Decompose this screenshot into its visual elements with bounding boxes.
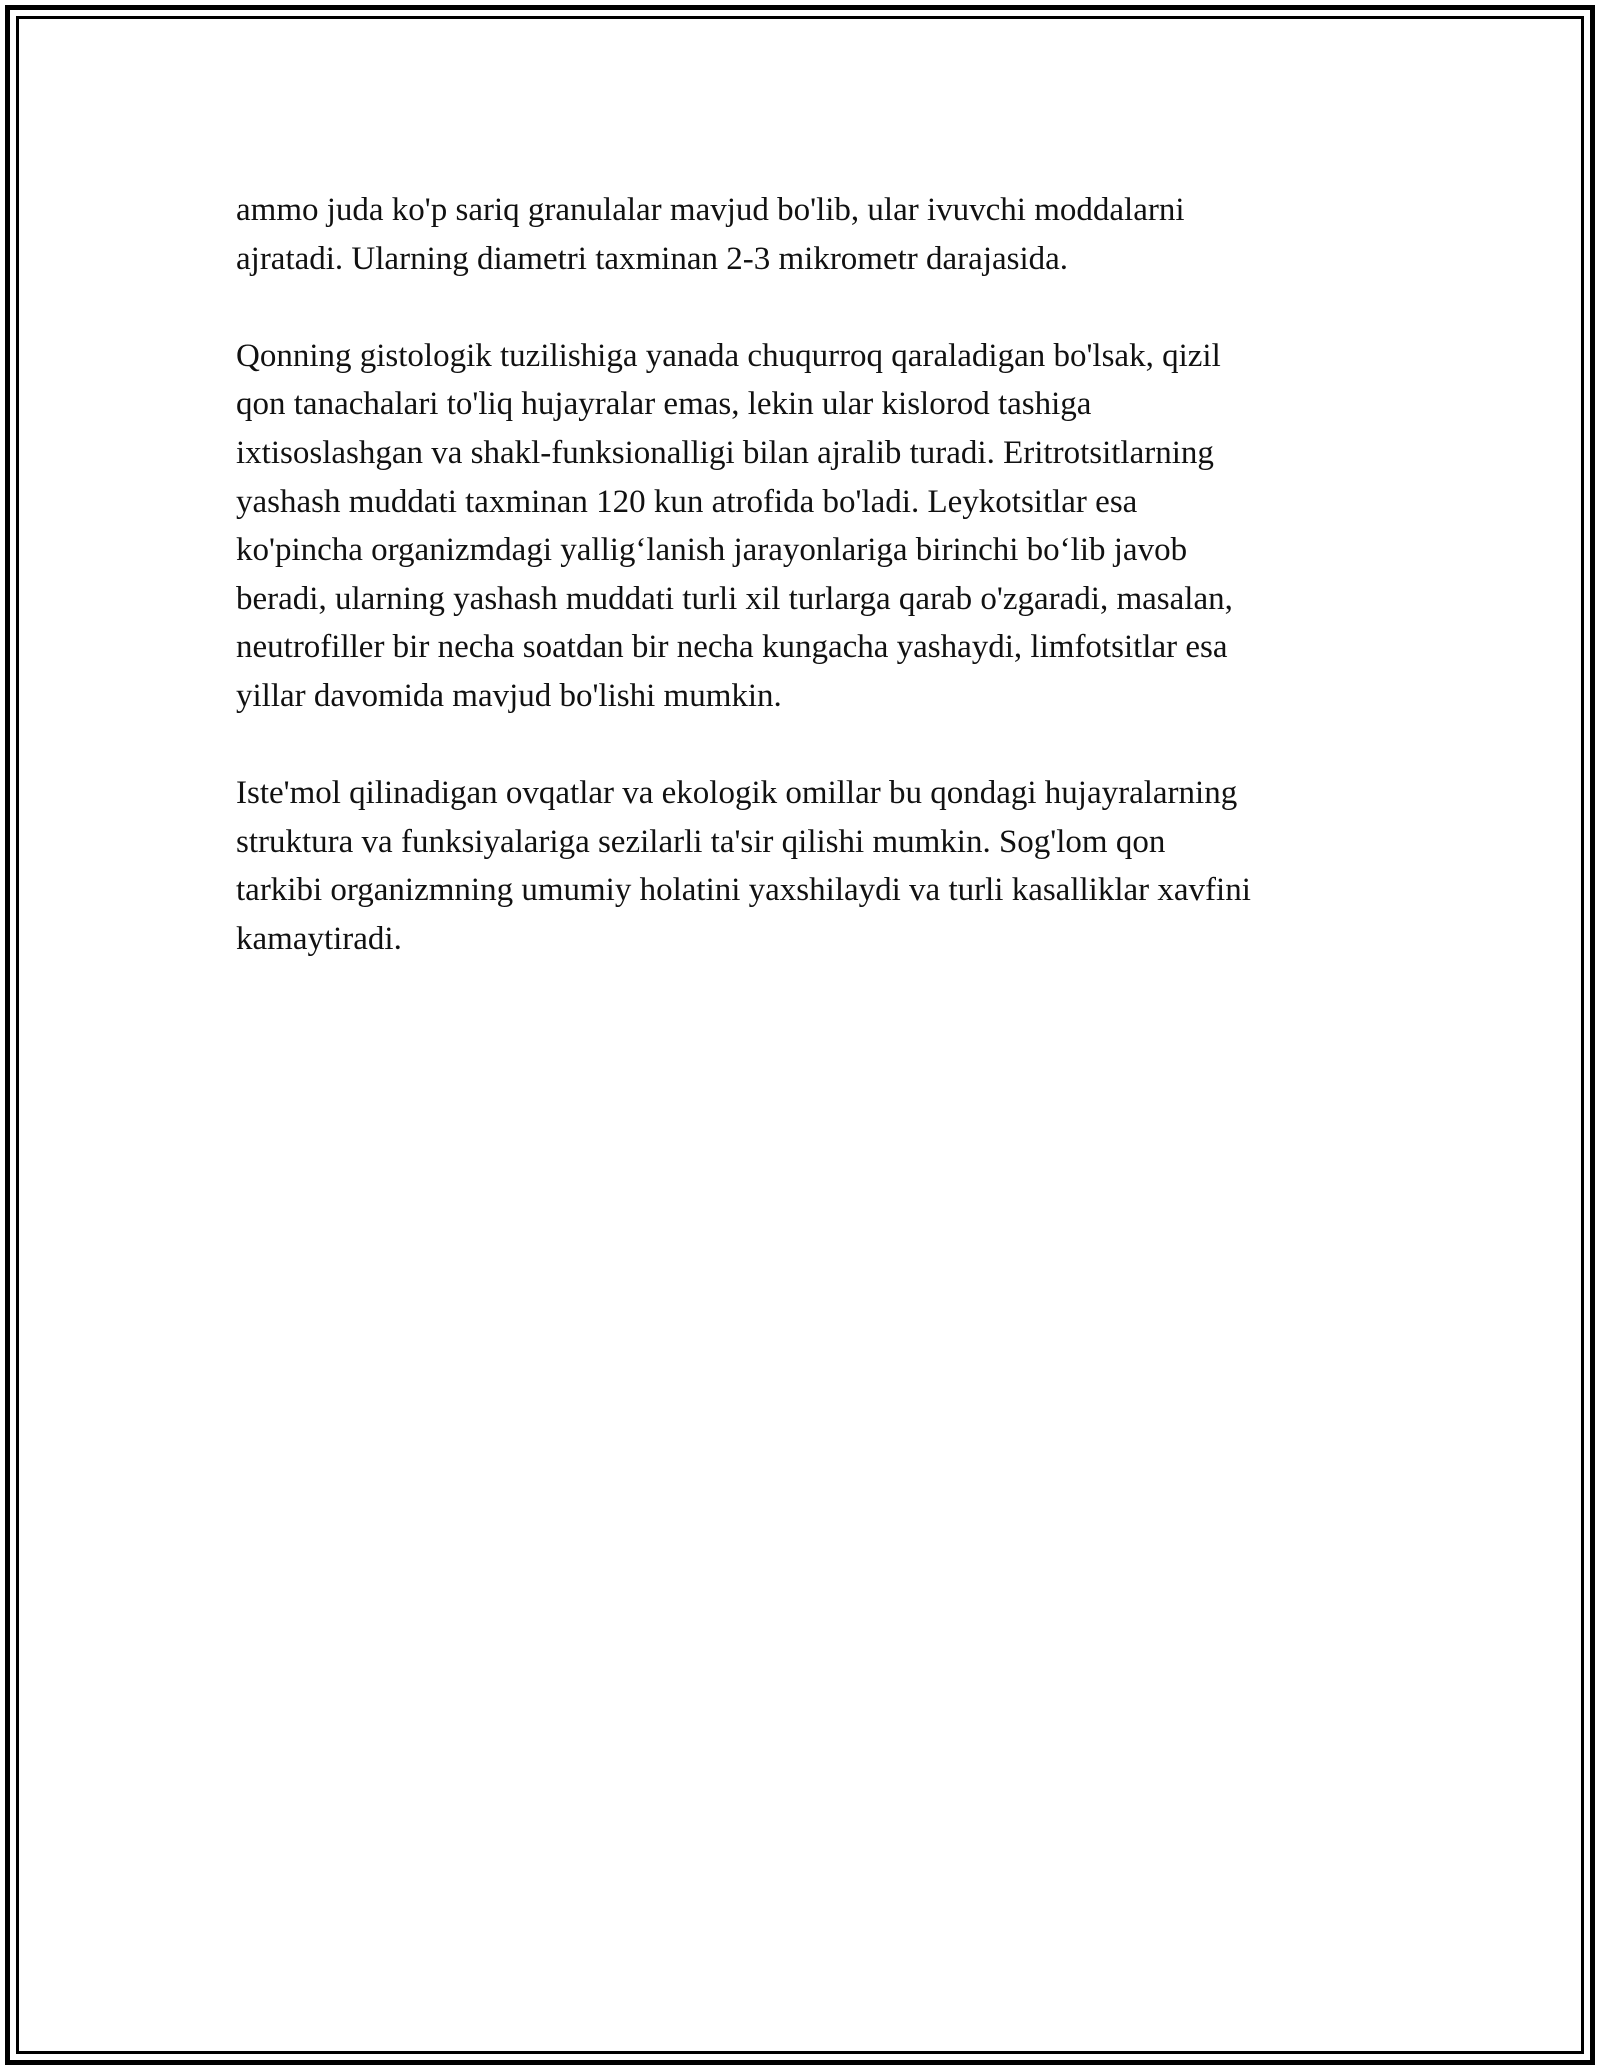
- paragraph-3: Iste'mol qilinadigan ovqatlar va ekologik omillar bu qondagi hujayralarning struktura va funksiyalariga sezilarli ta'sir qilishi mumkin. Sog'lom qon tarkibi organizmning umumiy holatini yaxshilaydi va turli kasalliklar xavfini kamaytiradi.: [236, 775, 1251, 957]
- document-body: [236, 186, 1386, 1012]
- paragraph-2: Qonning gistologik tuzilishiga yanada chuqurroq qaraladigan bo'lsak, qizil qon tanachalari to'liq hujayralar emas, lekin ular kislorod tashiga ixtisoslashgan va shakl-funksionalligi bilan ajralib turadi. Eritrotsitlarning yashash muddati taxminan 120 kun atrofida bo'ladi. Leykotsitlar esa ko'pincha organizmdagi yallig‘lanish jarayonlariga birinchi bo‘lib javob beradi, ularning yashash muddati turli xil turlarga qarab o'zgaradi, masalan, neutrofiller bir necha soatdan bir necha kungacha yashaydi, limfotsitlar esa yillar davomida mavjud bo'lishi mumkin.: [236, 337, 1233, 714]
- paragraph-1: ammo juda ko'p sariq granulalar mavjud bo'lib, ular ivuvchi moddalarni ajratadi. Ularning diametri taxminan 2-3 mikrometr darajasida.: [236, 192, 1185, 277]
